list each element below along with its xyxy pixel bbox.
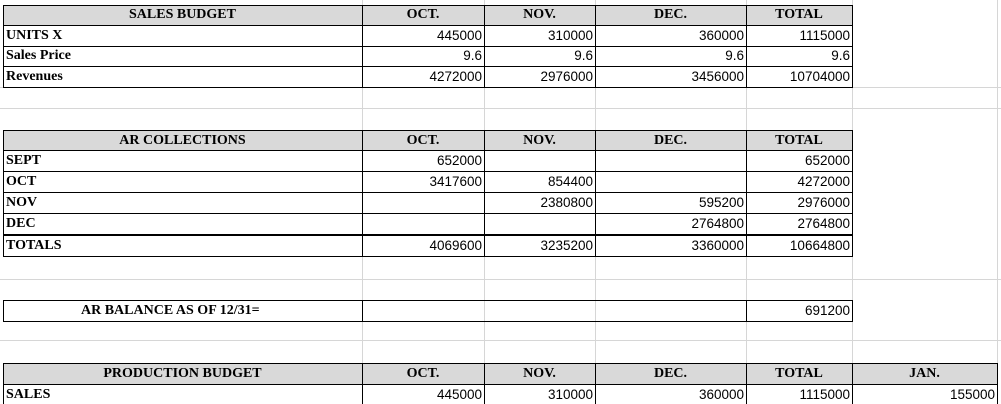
border-line: [484, 5, 485, 88]
ar-totals-total[interactable]: 10664800: [789, 238, 850, 253]
border-line: [595, 363, 596, 404]
prod-header-nov[interactable]: NOV.: [484, 364, 595, 384]
border-line: [362, 363, 363, 404]
border-line: [362, 300, 363, 322]
ar-header-oct[interactable]: OCT.: [362, 131, 484, 150]
sales-units-nov[interactable]: 310000: [547, 28, 593, 43]
ar-dec-dec[interactable]: 2764800: [691, 216, 744, 231]
border-line: [484, 130, 485, 257]
border-line: [362, 5, 363, 88]
sales-row-label-units[interactable]: UNITS X: [6, 28, 63, 43]
production-budget-title[interactable]: PRODUCTION BUDGET: [3, 364, 362, 384]
border-line: [3, 46, 853, 47]
ar-totals-nov[interactable]: 3235200: [540, 238, 593, 253]
prod-header-dec[interactable]: DEC.: [595, 364, 746, 384]
border-line: [997, 363, 998, 404]
sales-budget-header-dec[interactable]: DEC.: [595, 5, 746, 25]
sales-row-label-price[interactable]: Sales Price: [6, 48, 71, 63]
sales-budget-title[interactable]: SALES BUDGET: [3, 5, 362, 25]
border-line: [3, 213, 853, 214]
border-line: [746, 5, 747, 88]
ar-totals-oct[interactable]: 4069600: [429, 238, 482, 253]
sales-budget-header-nov[interactable]: NOV.: [484, 5, 595, 25]
ar-header-total[interactable]: TOTAL: [746, 131, 852, 150]
sales-revenues-nov[interactable]: 2976000: [540, 69, 593, 84]
border-line: [3, 150, 853, 151]
sales-units-total[interactable]: 1115000: [799, 28, 850, 43]
border-line: [3, 171, 853, 172]
ar-totals-dec[interactable]: 3360000: [691, 238, 744, 253]
gridline: [0, 279, 1001, 280]
ar-oct-total[interactable]: 4272000: [797, 174, 850, 189]
ar-nov-dec[interactable]: 595200: [698, 195, 744, 210]
prod-header-total[interactable]: TOTAL: [746, 364, 852, 384]
ar-oct-nov[interactable]: 854400: [547, 174, 593, 189]
ar-balance-label[interactable]: AR BALANCE AS OF 12/31=: [81, 303, 260, 318]
ar-sept-total[interactable]: 652000: [804, 153, 850, 168]
prod-header-oct[interactable]: OCT.: [362, 364, 484, 384]
ar-dec-total[interactable]: 2764800: [797, 216, 850, 231]
border-line: [746, 300, 747, 322]
gridline: [997, 0, 998, 404]
border-line: [852, 363, 853, 404]
sales-revenues-oct[interactable]: 4272000: [429, 69, 482, 84]
sales-units-oct[interactable]: 445000: [436, 28, 482, 43]
sales-price-dec[interactable]: 9.6: [725, 48, 744, 63]
ar-row-label-dec[interactable]: DEC: [6, 216, 36, 231]
gridline: [0, 340, 1001, 341]
ar-header-nov[interactable]: NOV.: [484, 131, 595, 150]
prod-row-label-sales[interactable]: SALES: [6, 387, 51, 402]
ar-nov-total[interactable]: 2976000: [797, 195, 850, 210]
sales-price-oct[interactable]: 9.6: [463, 48, 482, 63]
ar-row-label-sept[interactable]: SEPT: [6, 153, 42, 168]
border-line: [3, 363, 4, 404]
prod-sales-oct[interactable]: 445000: [436, 387, 482, 402]
ar-collections-title[interactable]: AR COLLECTIONS: [3, 131, 362, 150]
prod-sales-nov[interactable]: 310000: [547, 387, 593, 402]
border-line: [746, 130, 747, 257]
border-line: [3, 66, 853, 67]
border-line: [3, 363, 998, 364]
sales-units-dec[interactable]: 360000: [698, 28, 744, 43]
prod-sales-total[interactable]: 1115000: [799, 387, 850, 402]
sales-budget-header-oct[interactable]: OCT.: [362, 5, 484, 25]
sales-price-nov[interactable]: 9.6: [574, 48, 593, 63]
border-line: [3, 234, 853, 236]
ar-balance-value[interactable]: 691200: [804, 303, 850, 318]
ar-oct-oct[interactable]: 3417600: [429, 174, 482, 189]
ar-balance-border: [3, 300, 853, 322]
prod-header-jan[interactable]: JAN.: [852, 364, 997, 384]
ar-nov-nov[interactable]: 2380800: [540, 195, 593, 210]
sales-row-label-revenues[interactable]: Revenues: [6, 69, 63, 84]
border-line: [3, 25, 853, 26]
border-line: [3, 384, 998, 385]
ar-row-label-totals[interactable]: TOTALS: [6, 238, 62, 253]
border-line: [595, 5, 596, 88]
prod-sales-dec[interactable]: 360000: [698, 387, 744, 402]
ar-sept-oct[interactable]: 652000: [436, 153, 482, 168]
ar-header-dec[interactable]: DEC.: [595, 131, 746, 150]
sales-revenues-total[interactable]: 10704000: [789, 69, 850, 84]
border-line: [3, 192, 853, 193]
border-line: [484, 363, 485, 404]
sales-revenues-dec[interactable]: 3456000: [691, 69, 744, 84]
border-line: [595, 130, 596, 257]
ar-row-label-oct[interactable]: OCT: [6, 174, 37, 189]
gridline: [0, 108, 1001, 109]
border-line: [362, 130, 363, 257]
prod-sales-jan[interactable]: 155000: [949, 387, 995, 402]
border-line: [746, 363, 747, 404]
sales-price-total[interactable]: 9.6: [831, 48, 850, 63]
sales-budget-header-total[interactable]: TOTAL: [746, 5, 852, 25]
ar-row-label-nov[interactable]: NOV: [6, 195, 38, 210]
